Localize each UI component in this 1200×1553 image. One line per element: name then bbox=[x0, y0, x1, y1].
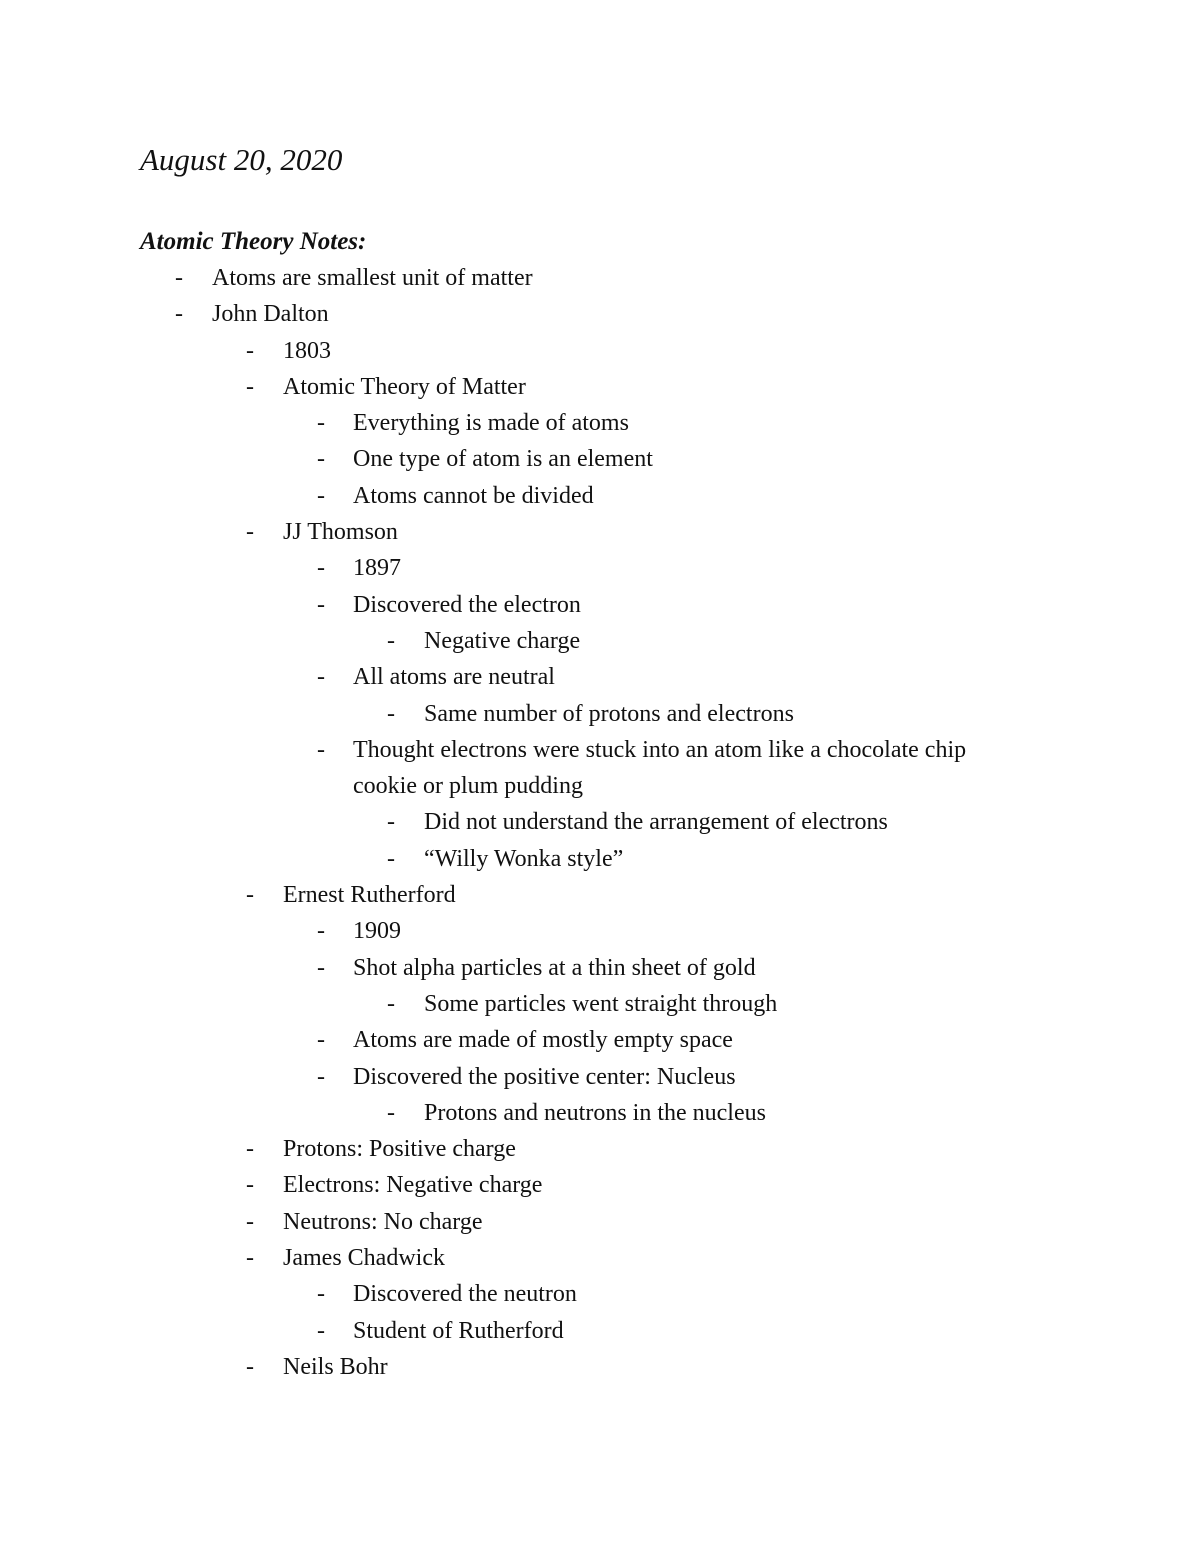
list-item-level-3 bbox=[0, 1022, 1200, 1058]
list-item-text: Atoms are made of mostly empty space bbox=[353, 1027, 733, 1054]
list-item-level-4 bbox=[0, 1095, 1200, 1131]
list-item-text: James Chadwick bbox=[283, 1245, 445, 1272]
bullet-marker: - bbox=[387, 700, 395, 727]
bullet-marker: - bbox=[317, 1027, 325, 1054]
notes-heading: Atomic Theory Notes: bbox=[140, 228, 367, 255]
list-item-level-3 bbox=[0, 405, 1200, 441]
list-item-text: Ernest Rutherford bbox=[283, 882, 456, 909]
list-item-level-4 bbox=[0, 623, 1200, 659]
list-item-level-3 bbox=[0, 659, 1200, 695]
list-item-text: 1897 bbox=[353, 555, 401, 582]
list-item-text: Did not understand the arrangement of electrons bbox=[424, 809, 888, 836]
bullet-marker: - bbox=[246, 1172, 254, 1199]
bullet-marker: - bbox=[387, 990, 395, 1017]
list-item-text: Discovered the electron bbox=[353, 591, 581, 618]
list-item-text: One type of atom is an element bbox=[353, 446, 653, 473]
list-item-level-2 bbox=[0, 1204, 1200, 1240]
bullet-marker: - bbox=[317, 664, 325, 691]
list-item-level-3 bbox=[0, 550, 1200, 586]
list-item-text: Electrons: Negative charge bbox=[283, 1172, 543, 1199]
list-item-text: Some particles went straight through bbox=[424, 990, 778, 1017]
list-item-text: All atoms are neutral bbox=[353, 664, 555, 691]
list-item-level-2 bbox=[0, 1167, 1200, 1203]
bullet-marker: - bbox=[387, 1099, 395, 1126]
list-item-text: Thought electrons were stuck into an atom like a chocolate chip bbox=[353, 736, 967, 763]
list-item-text: 1909 bbox=[353, 918, 401, 945]
list-item-level-4 bbox=[0, 841, 1200, 877]
list-item-level-2 bbox=[0, 369, 1200, 405]
list-item-text: Negative charge bbox=[424, 627, 581, 654]
list-item-level-2 bbox=[0, 1240, 1200, 1276]
list-item-level-2 bbox=[0, 1131, 1200, 1167]
bullet-marker: - bbox=[246, 337, 254, 364]
notes-list bbox=[0, 260, 1200, 1385]
list-item-text: Same number of protons and electrons bbox=[424, 700, 794, 727]
bullet-marker: - bbox=[317, 954, 325, 981]
list-item-text: John Dalton bbox=[212, 301, 329, 328]
list-item-text: Atomic Theory of Matter bbox=[283, 373, 526, 400]
list-item-level-2 bbox=[0, 333, 1200, 369]
bullet-marker: - bbox=[246, 1245, 254, 1272]
list-item-level-3 bbox=[0, 441, 1200, 477]
bullet-marker: - bbox=[317, 446, 325, 473]
bullet-marker: - bbox=[317, 591, 325, 618]
list-item-level-3 bbox=[0, 732, 1200, 768]
list-item-text: Atoms are smallest unit of matter bbox=[212, 265, 533, 291]
list-item-text: cookie or plum pudding bbox=[353, 773, 583, 800]
bullet-marker: - bbox=[317, 918, 325, 945]
list-item-level-4 bbox=[0, 696, 1200, 732]
list-item-text: Discovered the neutron bbox=[353, 1281, 577, 1308]
list-item-text: Everything is made of atoms bbox=[353, 410, 629, 437]
list-item-level-1 bbox=[0, 296, 1200, 332]
list-item-level-3 bbox=[0, 1276, 1200, 1312]
list-item-text: Neils Bohr bbox=[283, 1353, 388, 1380]
bullet-marker: - bbox=[317, 555, 325, 582]
bullet-marker: - bbox=[317, 736, 325, 763]
bullet-marker: - bbox=[175, 301, 183, 328]
list-item-text: JJ Thomson bbox=[283, 519, 398, 546]
list-item-text: Atoms cannot be divided bbox=[353, 482, 594, 509]
bullet-marker: - bbox=[317, 1317, 325, 1344]
list-item-level-1 bbox=[0, 260, 1200, 296]
bullet-marker: - bbox=[317, 410, 325, 437]
list-item-level-3 bbox=[0, 913, 1200, 949]
list-item-text: “Willy Wonka style” bbox=[424, 845, 624, 872]
list-item-level-3 bbox=[0, 587, 1200, 623]
bullet-marker: - bbox=[246, 1208, 254, 1235]
bullet-marker: - bbox=[246, 882, 254, 909]
list-item-level-3 bbox=[0, 1059, 1200, 1095]
list-item-text: Discovered the positive center: Nucleus bbox=[353, 1063, 736, 1090]
list-item-text: Shot alpha particles at a thin sheet of gold bbox=[353, 954, 756, 981]
list-item-level-2 bbox=[0, 877, 1200, 913]
list-item-level-3 bbox=[0, 950, 1200, 986]
list-item-level-3 bbox=[0, 478, 1200, 514]
bullet-marker: - bbox=[317, 1063, 325, 1090]
list-item-text: Protons and neutrons in the nucleus bbox=[424, 1099, 766, 1126]
list-item-level-2 bbox=[0, 514, 1200, 550]
bullet-marker: - bbox=[246, 1136, 254, 1163]
bullet-marker: - bbox=[246, 519, 254, 546]
list-item-level-2 bbox=[0, 1349, 1200, 1385]
list-item-level-4 bbox=[0, 986, 1200, 1022]
list-item-text: 1803 bbox=[283, 337, 331, 364]
list-item-text: Neutrons: No charge bbox=[283, 1208, 483, 1235]
bullet-marker: - bbox=[175, 265, 183, 291]
bullet-marker: - bbox=[387, 809, 395, 836]
list-item-level-3 bbox=[0, 1313, 1200, 1349]
bullet-marker: - bbox=[387, 845, 395, 872]
list-item-text: Protons: Positive charge bbox=[283, 1136, 516, 1163]
list-item-text: Student of Rutherford bbox=[353, 1317, 564, 1344]
bullet-marker: - bbox=[387, 627, 395, 654]
list-item-continuation bbox=[0, 768, 1200, 804]
bullet-marker: - bbox=[317, 482, 325, 509]
document-date: August 20, 2020 bbox=[140, 142, 343, 177]
bullet-marker: - bbox=[246, 373, 254, 400]
bullet-marker: - bbox=[317, 1281, 325, 1308]
list-item-level-4 bbox=[0, 804, 1200, 840]
bullet-marker: - bbox=[246, 1353, 254, 1380]
